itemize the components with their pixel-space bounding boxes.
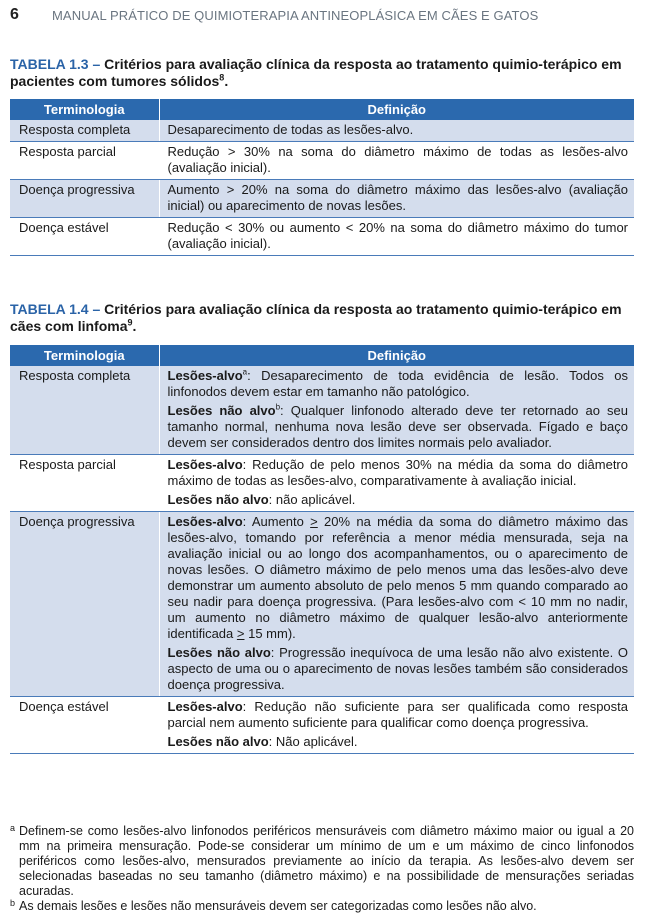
reference-mark: 9 — [127, 317, 133, 328]
non-target-lesions-paragraph: Lesões não alvo: não aplicável. — [167, 492, 356, 507]
term-cell: Doença progressiva — [10, 512, 159, 697]
column-header-terminology: Terminologia — [10, 345, 159, 366]
table-1-4 — [10, 345, 634, 754]
table-label: TABELA 1.3 – — [10, 56, 101, 72]
page-number: 6 — [10, 6, 19, 23]
footnote-b: b As demais lesões e lesões não mensuráveis devem ser categorizadas como lesões não alvo. — [10, 898, 537, 913]
definition-cell: Redução < 30% ou aumento < 20% na soma do diâmetro máximo do tumor (avaliação inicial). — [159, 218, 634, 256]
footnote-mark: a — [242, 367, 248, 377]
term-cell: Resposta completa — [10, 366, 159, 455]
definition-cell — [159, 697, 634, 754]
book-title: MANUAL PRÁTICO DE QUIMIOTERAPIA ANTINEOPLÁSICA EM CÃES E GATOS — [52, 8, 539, 23]
table-row — [10, 697, 634, 754]
table-row — [10, 180, 634, 218]
running-head — [10, 6, 644, 28]
table-row — [10, 120, 634, 142]
footnote-mark: b — [275, 402, 281, 412]
table-row — [10, 218, 634, 256]
term-cell: Resposta parcial — [10, 142, 159, 180]
table-header-row — [10, 345, 634, 366]
non-target-lesions-paragraph: Lesões não alvo: Não aplicável. — [167, 734, 358, 749]
table-label: TABELA 1.4 – — [10, 301, 101, 317]
table-1-3-caption: TABELA 1.3 – Critérios para avaliação clínica da resposta ao tratamento quimio-terápico em pacientes com tumores sólidos$^8$. — [10, 56, 622, 89]
column-header-definition: Definição — [159, 99, 634, 120]
table-header-row — [10, 99, 634, 120]
term-cell: Doença estável — [10, 697, 159, 754]
target-lesions-paragraph: Lesões-alvo: Redução não suficiente para ser qualificada como resposta parcial nem aumento suficiente para qualificar como doença progressiva. — [167, 699, 628, 730]
table-row — [10, 366, 634, 455]
table-1-3 — [10, 99, 634, 256]
term-cell: Doença estável — [10, 218, 159, 256]
table-1-4-caption: TABELA 1.4 – Critérios para avaliação clínica da resposta ao tratamento quimio-terápico em cães com linfoma$^9$. — [10, 301, 622, 334]
footnote-a: a Definem-se como lesões-alvo linfonodos periféricos mensuráveis com diâmetro máximo maior ou igual a 20 mm na primeira mensuração. Pode-se considerar um mínimo de um e um máximo de cinco linfonodos periféricos como lesões-alvo, mensurados previamente ao início da terapia. As lesões-alvo devem ser selecionadas baseadas no seu tamanho (diâmetro máximo) e na possibilidade de mensurações seriadas acuradas. — [10, 823, 634, 898]
footnote-mark: b — [10, 898, 16, 908]
caption-text: Critérios para avaliação clínica da resposta ao tratamento quimio-terápico em pacientes com tumores sólidos — [10, 56, 622, 89]
non-target-lesions-paragraph: Lesões não alvo$^b$: Qualquer linfonodo alterado deve ter retornado ao seu tamanho normal, nenhuma nova lesão deve ser observada. Fígado e baço devem ser considerados dentro dos limites normais pelo avaliador. — [167, 402, 628, 450]
table-row — [10, 455, 634, 512]
reference-mark: 8 — [219, 72, 225, 83]
term-cell: Resposta completa — [10, 120, 159, 142]
table-row — [10, 142, 634, 180]
term-cell: Doença progressiva — [10, 180, 159, 218]
target-lesions-paragraph: Lesões-alvo: Redução de pelo menos 30% na média da soma do diâmetro máximo de todas as lesões-alvo, comparativamente à avaliação inicial. — [167, 457, 628, 488]
definition-cell: Redução > 30% na soma do diâmetro máximo de todas as lesões-alvo (avaliação inicial). — [159, 142, 634, 180]
definition-cell: Aumento > 20% na soma do diâmetro máximo das lesões-alvo (avaliação inicial) ou aparecimento de novas lesões. — [159, 180, 634, 218]
definition-cell: Desaparecimento de todas as lesões-alvo. — [159, 120, 634, 142]
definition-cell — [159, 455, 634, 512]
table-row — [10, 512, 634, 697]
definition-cell — [159, 366, 634, 455]
definition-cell — [159, 512, 634, 697]
target-lesions-paragraph: Lesões-alvo: Aumento > 20% na média da soma do diâmetro máximo das lesões-alvo, tomando por referência a menor média mensurada, seja na avaliação inicial ou ao longo dos acompanhamentos, ou o aparecimento de novas lesões. O diâmetro máximo de pelo menos uma das lesões-alvo deve demonstrar um aumento absoluto de pelo menos 5 mm quando comparado ao seu nadir para doença progressiva. (Para lesões-alvo com < 10 mm no nadir, um aumento no diâmetro máximo de qualquer lesão-alvo anteriormente identificada > 15 mm). — [167, 514, 628, 641]
target-lesions-paragraph: Lesões-alvo$^a$: Desaparecimento de toda evidência de lesão. Todos os linfonodos devem estar em tamanho não patológico. — [167, 367, 628, 399]
column-header-definition: Definição — [159, 345, 634, 366]
term-cell: Resposta parcial — [10, 455, 159, 512]
footnotes — [10, 824, 634, 914]
caption-text: Critérios para avaliação clínica da resposta ao tratamento quimio-terápico em cães com linfoma — [10, 301, 622, 334]
footnote-mark: a — [10, 823, 16, 833]
column-header-terminology: Terminologia — [10, 99, 159, 120]
non-target-lesions-paragraph: Lesões não alvo: Progressão inequívoca de uma lesão não alvo existente. O aspecto de uma ou o aparecimento de novas lesões também são considerados doença progressiva. — [167, 645, 628, 692]
